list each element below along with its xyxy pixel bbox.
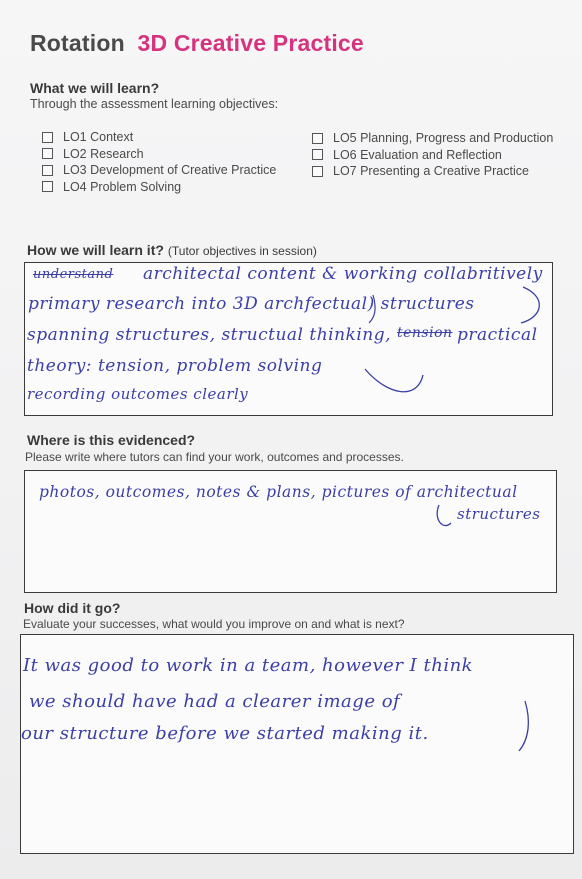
how-go-subheading: Evaluate your successes, what would you improve on and what is next? — [23, 617, 405, 631]
objective-lo1[interactable] — [42, 129, 276, 146]
handwriting-line: our structure before we started making it. — [21, 723, 429, 744]
title-prefix: Rotation — [30, 30, 125, 56]
evidenced-subheading: Please write where tutors can find your work, outcomes and processes. — [25, 450, 404, 464]
handwriting-line: theory: tension, problem solving — [27, 356, 323, 376]
how-go-heading: How did it go? — [24, 600, 121, 616]
objective-lo4[interactable] — [42, 179, 276, 196]
how-learn-textbox[interactable] — [24, 262, 553, 416]
handwriting-scribble — [491, 695, 571, 765]
objective-label: LO7 Presenting a Creative Practice — [333, 164, 529, 179]
objective-label: LO2 Research — [63, 146, 144, 161]
objective-lo6[interactable] — [312, 147, 553, 164]
learn-heading: What we will learn? — [30, 80, 160, 96]
objective-lo5[interactable] — [312, 130, 553, 147]
handwriting-line: we should have had a clearer image of — [29, 691, 401, 712]
evidenced-textbox[interactable] — [24, 470, 557, 593]
objective-checkbox[interactable] — [42, 148, 53, 159]
title-accent: 3D Creative Practice — [137, 30, 364, 56]
how-go-textbox[interactable] — [20, 634, 574, 854]
objective-checkbox[interactable] — [42, 165, 53, 176]
objective-label: LO5 Planning, Progress and Production — [333, 131, 554, 146]
handwriting-scribble — [425, 501, 465, 541]
objective-label: LO6 Evaluation and Reflection — [333, 147, 502, 162]
page-title — [30, 30, 364, 57]
evidenced-heading: Where is this evidenced? — [27, 432, 196, 448]
objective-checkbox[interactable] — [42, 181, 53, 192]
objective-label: LO3 Development of Creative Practice — [63, 163, 277, 178]
handwriting-line: primary research into 3D archfectual) structures — [28, 294, 475, 314]
objectives-right — [312, 130, 553, 180]
handwriting-line: It was good to work in a team, however I think — [23, 655, 474, 676]
how-learn-heading — [27, 242, 317, 258]
objective-lo7[interactable] — [312, 163, 553, 180]
objective-lo2[interactable] — [42, 146, 276, 163]
objectives-left — [42, 129, 276, 195]
objective-checkbox[interactable] — [312, 133, 323, 144]
tutor-objectives-note: (Tutor objectives in session) — [167, 244, 317, 258]
objective-label: LO4 Problem Solving — [63, 179, 182, 194]
handwriting-line: spanning structures, structual thinking, — [27, 325, 392, 345]
handwriting-scribble — [325, 283, 555, 413]
how-learn-heading-text: How we will learn it? — [27, 242, 164, 258]
handwriting-struck-word: tension — [397, 325, 453, 341]
handwriting-line: photos, outcomes, notes & plans, pictures of architectual — [39, 483, 518, 501]
handwriting-line: practical — [457, 325, 538, 345]
learn-subheading: Through the assessment learning objectives: — [30, 97, 279, 111]
handwriting-line: structures — [457, 505, 541, 523]
handwriting-line: recording outcomes clearly — [27, 385, 249, 403]
objective-lo3[interactable] — [42, 162, 276, 179]
objective-checkbox[interactable] — [312, 166, 323, 177]
handwriting-line: architectal content & working collabritively — [143, 264, 543, 284]
objective-checkbox[interactable] — [312, 149, 323, 160]
objective-checkbox[interactable] — [42, 132, 53, 143]
handwriting-struck-word: understand — [33, 267, 114, 282]
objective-label: LO1 Context — [63, 130, 134, 145]
